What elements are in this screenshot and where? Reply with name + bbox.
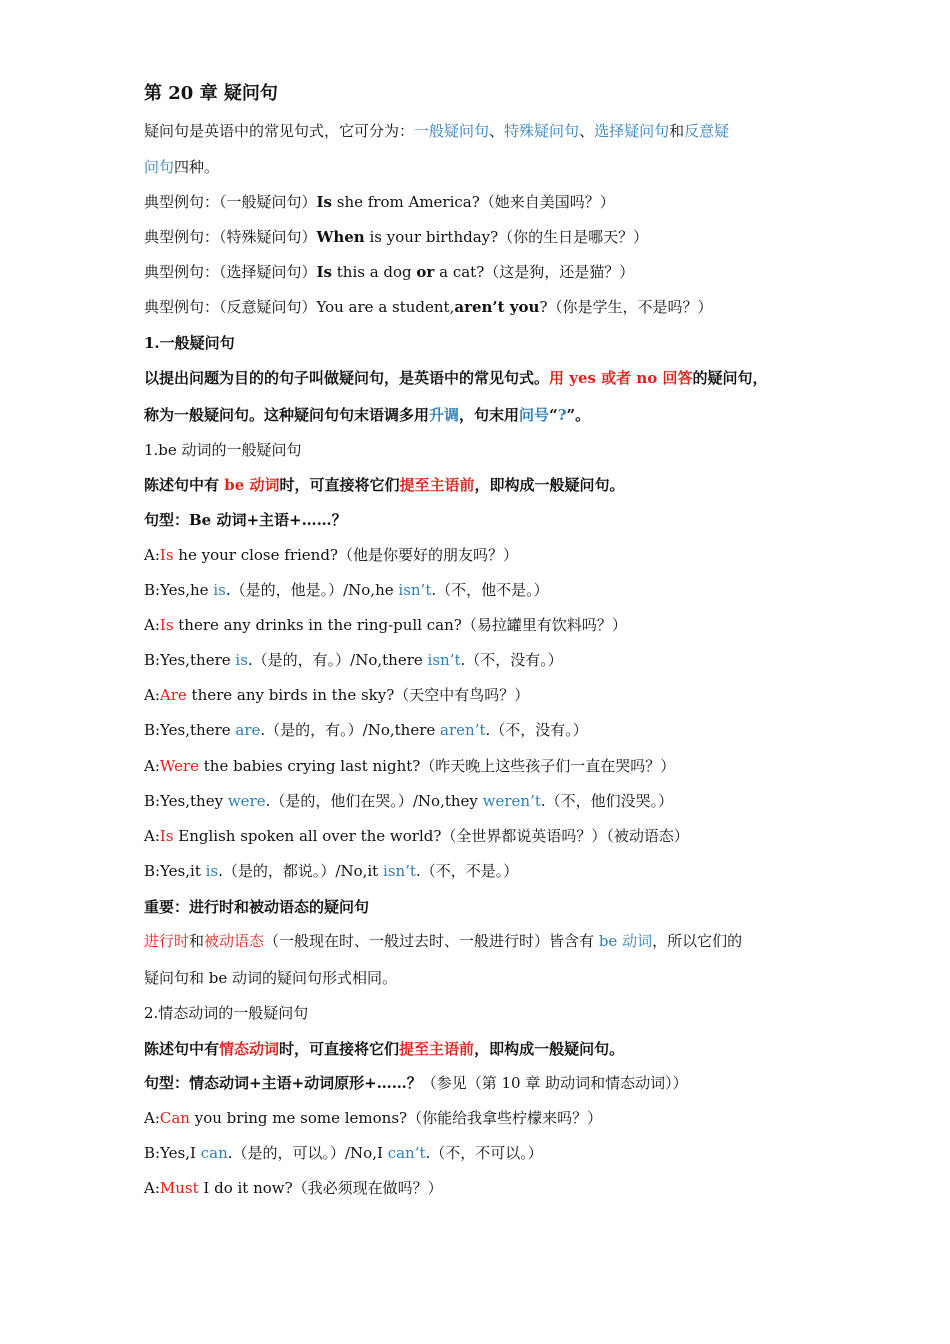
dialog-question: A:Were the babies crying last night?（昨天晚上这些孩子们一直在哭吗？） — [144, 757, 676, 775]
section-heading: 1.一般疑问句 — [144, 334, 235, 352]
example-sentence: 典型例句：（一般疑问句）Is she from America?（她来自美国吗？） — [144, 193, 615, 211]
sentence-pattern: 句型：情态动词+主语+动词原形+……？（参见（第 10 章 助动词和情态动词）） — [144, 1074, 688, 1092]
dialog-question: A:Can you bring me some lemons?（你能给我拿些柠檬来吗？） — [144, 1109, 603, 1127]
note-line-2: 疑问句和 be 动词的疑问句形式相同。 — [144, 969, 398, 987]
intro-line-1: 疑问句是英语中的常见句式，它可分为：一般疑问句、特殊疑问句、选择疑问句和反意疑 — [144, 122, 730, 140]
term-alternative-question: 选择疑问句 — [594, 122, 670, 140]
dialog-answer: B:Yes,it is.（是的，都说。）/No,it isn’t.（不，不是。） — [144, 862, 519, 880]
dialog-question: A:Is there any drinks in the ring-pull can?（易拉罐里有饮料吗？） — [144, 616, 627, 634]
rule-line: 陈述句中有情态动词时，可直接将它们提至主语前，即构成一般疑问句。 — [144, 1040, 625, 1058]
definition-line-1: 以提出问题为目的的句子叫做疑问句，是英语中的常见句式。用 yes 或者 no 回答的疑问句， — [144, 369, 768, 387]
intro-line-2: 问句四种。 — [144, 158, 220, 176]
note-line-1: 进行时和被动语态（一般现在时、一般过去时、一般进行时）皆含有 be 动词，所以它们的 — [144, 932, 743, 950]
dialog-question: A:Must I do it now?（我必须现在做吗？） — [144, 1179, 443, 1197]
term-tag-question: 反意疑 — [684, 122, 730, 140]
chapter-title: 第 20 章 疑问句 — [144, 83, 278, 104]
term-wh-question: 特殊疑问句 — [504, 122, 580, 140]
subsection-heading: 1.be 动词的一般疑问句 — [144, 441, 302, 459]
rule-line: 陈述句中有 be 动词时，可直接将它们提至主语前，即构成一般疑问句。 — [144, 476, 625, 494]
term-yes-no-question: 一般疑问句 — [414, 122, 490, 140]
dialog-answer: B:Yes,he is.（是的，他是。）/No,he isn’t.（不，他不是。） — [144, 581, 549, 599]
important-note-heading: 重要：进行时和被动语态的疑问句 — [144, 898, 370, 916]
example-sentence: 典型例句：（特殊疑问句）When is your birthday?（你的生日是哪天？） — [144, 228, 649, 246]
dialog-answer: B:Yes,there are.（是的，有。）/No,there aren’t.（不，没有。） — [144, 721, 588, 739]
definition-line-2: 称为一般疑问句。这种疑问句句末语调多用升调，句末用问号“?”。 — [144, 406, 591, 424]
example-sentence: 典型例句：（反意疑问句）You are a student,aren’t you?（你是学生，不是吗？） — [144, 298, 713, 316]
subsection-heading: 2.情态动词的一般疑问句 — [144, 1004, 309, 1022]
dialog-question: A:Is he your close friend?（他是你要好的朋友吗？） — [144, 546, 518, 564]
sentence-pattern: 句型：Be 动词+主语+……？ — [144, 511, 347, 529]
dialog-question: A:Is English spoken all over the world?（全世界都说英语吗？）（被动语态） — [144, 827, 689, 845]
dialog-answer: B:Yes,they were.（是的，他们在哭。）/No,they weren’t.（不，他们没哭。） — [144, 792, 674, 810]
example-sentence: 典型例句：（选择疑问句）Is this a dog or a cat?（这是狗，还是猫？） — [144, 263, 635, 281]
dialog-answer: B:Yes,I can.（是的，可以。）/No,I can’t.（不，不可以。） — [144, 1144, 543, 1162]
dialog-answer: B:Yes,there is.（是的，有。）/No,there isn’t.（不，没有。） — [144, 651, 563, 669]
dialog-question: A:Are there any birds in the sky?（天空中有鸟吗？） — [144, 686, 530, 704]
